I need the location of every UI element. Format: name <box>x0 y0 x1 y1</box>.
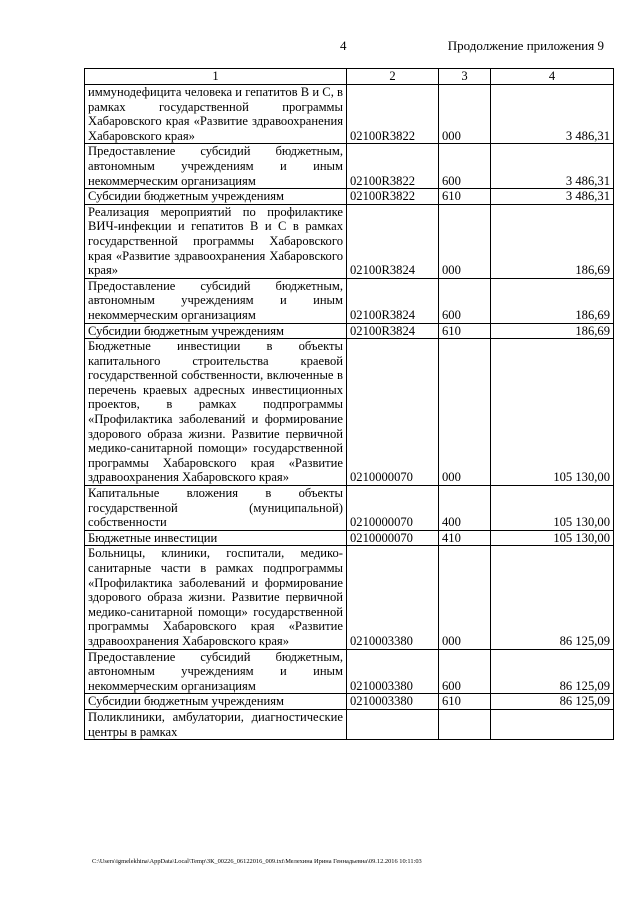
table-row <box>85 709 614 739</box>
row-amount: 105 130,00 <box>491 339 614 486</box>
row-description: Больницы, клиники, госпитали, медико-санитарные части в рамках подпрограммы «Профилактика заболеваний и формирование здорового образа жизни. Развитие первичной медико-санитарной помощи» государственной программы Хабаровского края «Развитие здравоохранения Хабаровского края» <box>85 546 347 649</box>
row-expense-type: 600 <box>439 649 491 694</box>
table-row <box>85 339 614 486</box>
table-row <box>85 85 614 144</box>
table-header-row <box>85 69 614 85</box>
table-row <box>85 323 614 339</box>
row-expense-type: 610 <box>439 189 491 205</box>
table-row <box>85 546 614 649</box>
row-amount <box>491 709 614 739</box>
row-description: Капитальные вложения в объекты государственной (муниципальной) собственности <box>85 486 347 531</box>
row-amount: 105 130,00 <box>491 486 614 531</box>
row-amount: 186,69 <box>491 204 614 278</box>
appendix-continuation-label: Продолжение приложения 9 <box>447 38 604 53</box>
row-amount: 186,69 <box>491 323 614 339</box>
row-amount: 3 486,31 <box>491 189 614 205</box>
row-amount: 86 125,09 <box>491 546 614 649</box>
row-description: Предоставление субсидий бюджетным, автономным учреждениям и иным некоммерческим организациям <box>85 649 347 694</box>
row-expense-type: 600 <box>439 278 491 323</box>
row-amount: 186,69 <box>491 278 614 323</box>
row-target-code: 02100R3824 <box>347 204 439 278</box>
row-amount: 86 125,09 <box>491 694 614 710</box>
row-expense-type: 410 <box>439 530 491 546</box>
table-row <box>85 144 614 189</box>
row-expense-type: 000 <box>439 85 491 144</box>
row-amount: 3 486,31 <box>491 144 614 189</box>
row-target-code: 0210003380 <box>347 694 439 710</box>
column-header-4: 4 <box>491 69 614 85</box>
row-description: Бюджетные инвестиции <box>85 530 347 546</box>
table-row <box>85 189 614 205</box>
table-row <box>85 649 614 694</box>
row-target-code: 0210000070 <box>347 339 439 486</box>
row-target-code: 02100R3822 <box>347 189 439 205</box>
row-target-code: 0210003380 <box>347 649 439 694</box>
row-description: Реализация мероприятий по профилактике ВИЧ-инфекции и гепатитов В и С в рамках государственной программы Хабаровского края «Развитие здравоохранения Хабаровского края» <box>85 204 347 278</box>
row-amount: 3 486,31 <box>491 85 614 144</box>
row-expense-type: 000 <box>439 339 491 486</box>
page-number: 4 <box>340 38 347 53</box>
row-target-code: 02100R3822 <box>347 85 439 144</box>
table-row <box>85 486 614 531</box>
column-header-2: 2 <box>347 69 439 85</box>
row-description: Субсидии бюджетным учреждениям <box>85 189 347 205</box>
row-description: Субсидии бюджетным учреждениям <box>85 323 347 339</box>
row-expense-type: 000 <box>439 546 491 649</box>
row-amount: 86 125,09 <box>491 649 614 694</box>
row-expense-type: 000 <box>439 204 491 278</box>
row-target-code: 02100R3824 <box>347 323 439 339</box>
row-target-code: 0210000070 <box>347 530 439 546</box>
column-header-3: 3 <box>439 69 491 85</box>
column-header-1: 1 <box>85 69 347 85</box>
row-description: иммунодефицита человека и гепатитов В и С, в рамках государственной программы Хабаровского края «Развитие здравоохранения Хабаровского края» <box>85 85 347 144</box>
row-description: Предоставление субсидий бюджетным, автономным учреждениям и иным некоммерческим организациям <box>85 144 347 189</box>
row-description: Бюджетные инвестиции в объекты капитального строительства краевой государственной собственности, включенные в перечень краевых адресных инвестиционных проектов, в рамках подпрограммы «Профилактика заболеваний и формирование здорового образа жизни. Развитие первичной медико-санитарной помощи» государственной программы Хабаровского края «Развитие здравоохранения Хабаровского края» <box>85 339 347 486</box>
row-target-code <box>347 709 439 739</box>
table-row <box>85 530 614 546</box>
table-row <box>85 694 614 710</box>
row-target-code: 02100R3824 <box>347 278 439 323</box>
budget-table <box>84 68 614 740</box>
row-expense-type: 610 <box>439 694 491 710</box>
row-expense-type: 400 <box>439 486 491 531</box>
row-target-code: 02100R3822 <box>347 144 439 189</box>
row-description: Поликлиники, амбулатории, диагностические центры в рамках <box>85 709 347 739</box>
row-expense-type: 610 <box>439 323 491 339</box>
row-expense-type <box>439 709 491 739</box>
row-target-code: 0210003380 <box>347 546 439 649</box>
row-description: Субсидии бюджетным учреждениям <box>85 694 347 710</box>
table-row <box>85 204 614 278</box>
table-row <box>85 278 614 323</box>
row-target-code: 0210000070 <box>347 486 439 531</box>
row-amount: 105 130,00 <box>491 530 614 546</box>
row-description: Предоставление субсидий бюджетным, автономным учреждениям и иным некоммерческим организациям <box>85 278 347 323</box>
row-expense-type: 600 <box>439 144 491 189</box>
footer-file-path: C:\Users\igmelekhina\AppData\Local\Temp\ЗК_00226_06122016_009.txt\Мелехина Ирина Геннадьевна\09.12.2016 10:11:03 <box>92 858 422 865</box>
